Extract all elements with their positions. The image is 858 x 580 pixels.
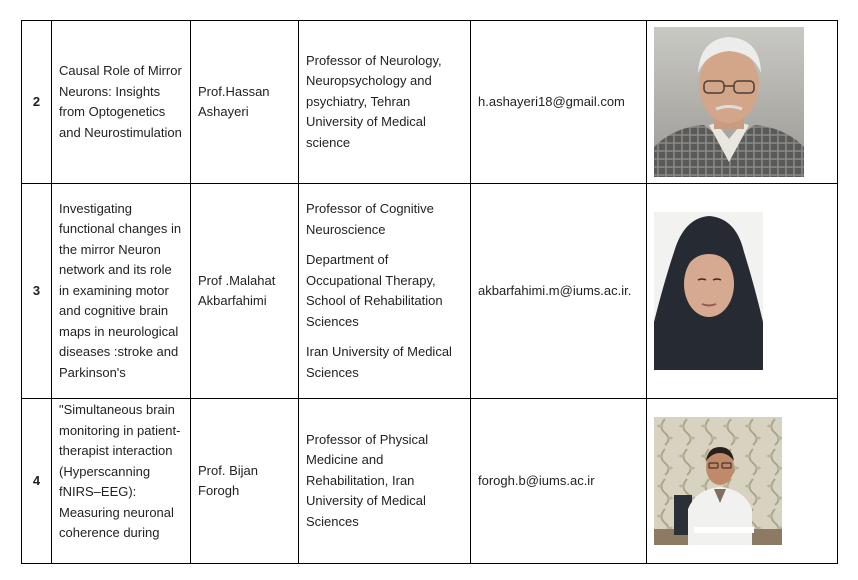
- speaker-name: Prof .Malahat Akbarfahimi: [191, 184, 299, 399]
- talk-title: [52, 399, 191, 564]
- affiliation-line: Professor of Cognitive Neuroscience: [306, 201, 434, 237]
- row-number: 2: [22, 21, 52, 184]
- speaker-affiliation: [299, 184, 471, 399]
- affiliation-line: Department of Occupational Therapy, School of Rehabilitation Sciences: [306, 252, 443, 329]
- row-number: 4: [22, 399, 52, 564]
- row-number: 3: [22, 184, 52, 399]
- speakers-table: [21, 20, 838, 564]
- photo-cell: [647, 21, 838, 184]
- portrait-photo: [654, 212, 763, 370]
- photo-cell: [647, 399, 838, 564]
- speaker-email: h.ashayeri18@gmail.com: [471, 21, 647, 184]
- table-row: [22, 399, 838, 564]
- table-row: [22, 21, 838, 184]
- speaker-email: akbarfahimi.m@iums.ac.ir.: [471, 184, 647, 399]
- table-row: [22, 184, 838, 399]
- speaker-name: Prof. Bijan Forogh: [191, 399, 299, 564]
- speaker-affiliation: [299, 399, 471, 564]
- talk-title: Causal Role of Mirror Neurons: Insights from Optogenetics and Neurostimulation: [52, 21, 191, 184]
- speaker-email: forogh.b@iums.ac.ir: [471, 399, 647, 564]
- photo-cell: [647, 184, 838, 399]
- affiliation-line: Iran University of Medical Sciences: [306, 344, 452, 380]
- portrait-photo: [654, 417, 782, 545]
- affiliation-line: Professor of Physical Medicine and Rehabilitation, Iran University of Medical Sciences: [306, 431, 429, 529]
- talk-title: Investigating functional changes in the mirror Neuron network and its role in examining motor and cognitive brain maps in neurological diseases :stroke and Parkinson's: [52, 184, 191, 399]
- speaker-affiliation: [299, 21, 471, 184]
- speaker-name: Prof.Hassan Ashayeri: [191, 21, 299, 184]
- portrait-photo: [654, 27, 804, 177]
- talk-title-text: "Simultaneous brain monitoring in patient-therapist interaction (Hyperscanning fNIRS–EEG): Measuring neuronal coherence during: [59, 402, 181, 540]
- affiliation-line: Professor of Neurology, Neuropsychology and psychiatry, Tehran University of Medical science: [306, 52, 442, 150]
